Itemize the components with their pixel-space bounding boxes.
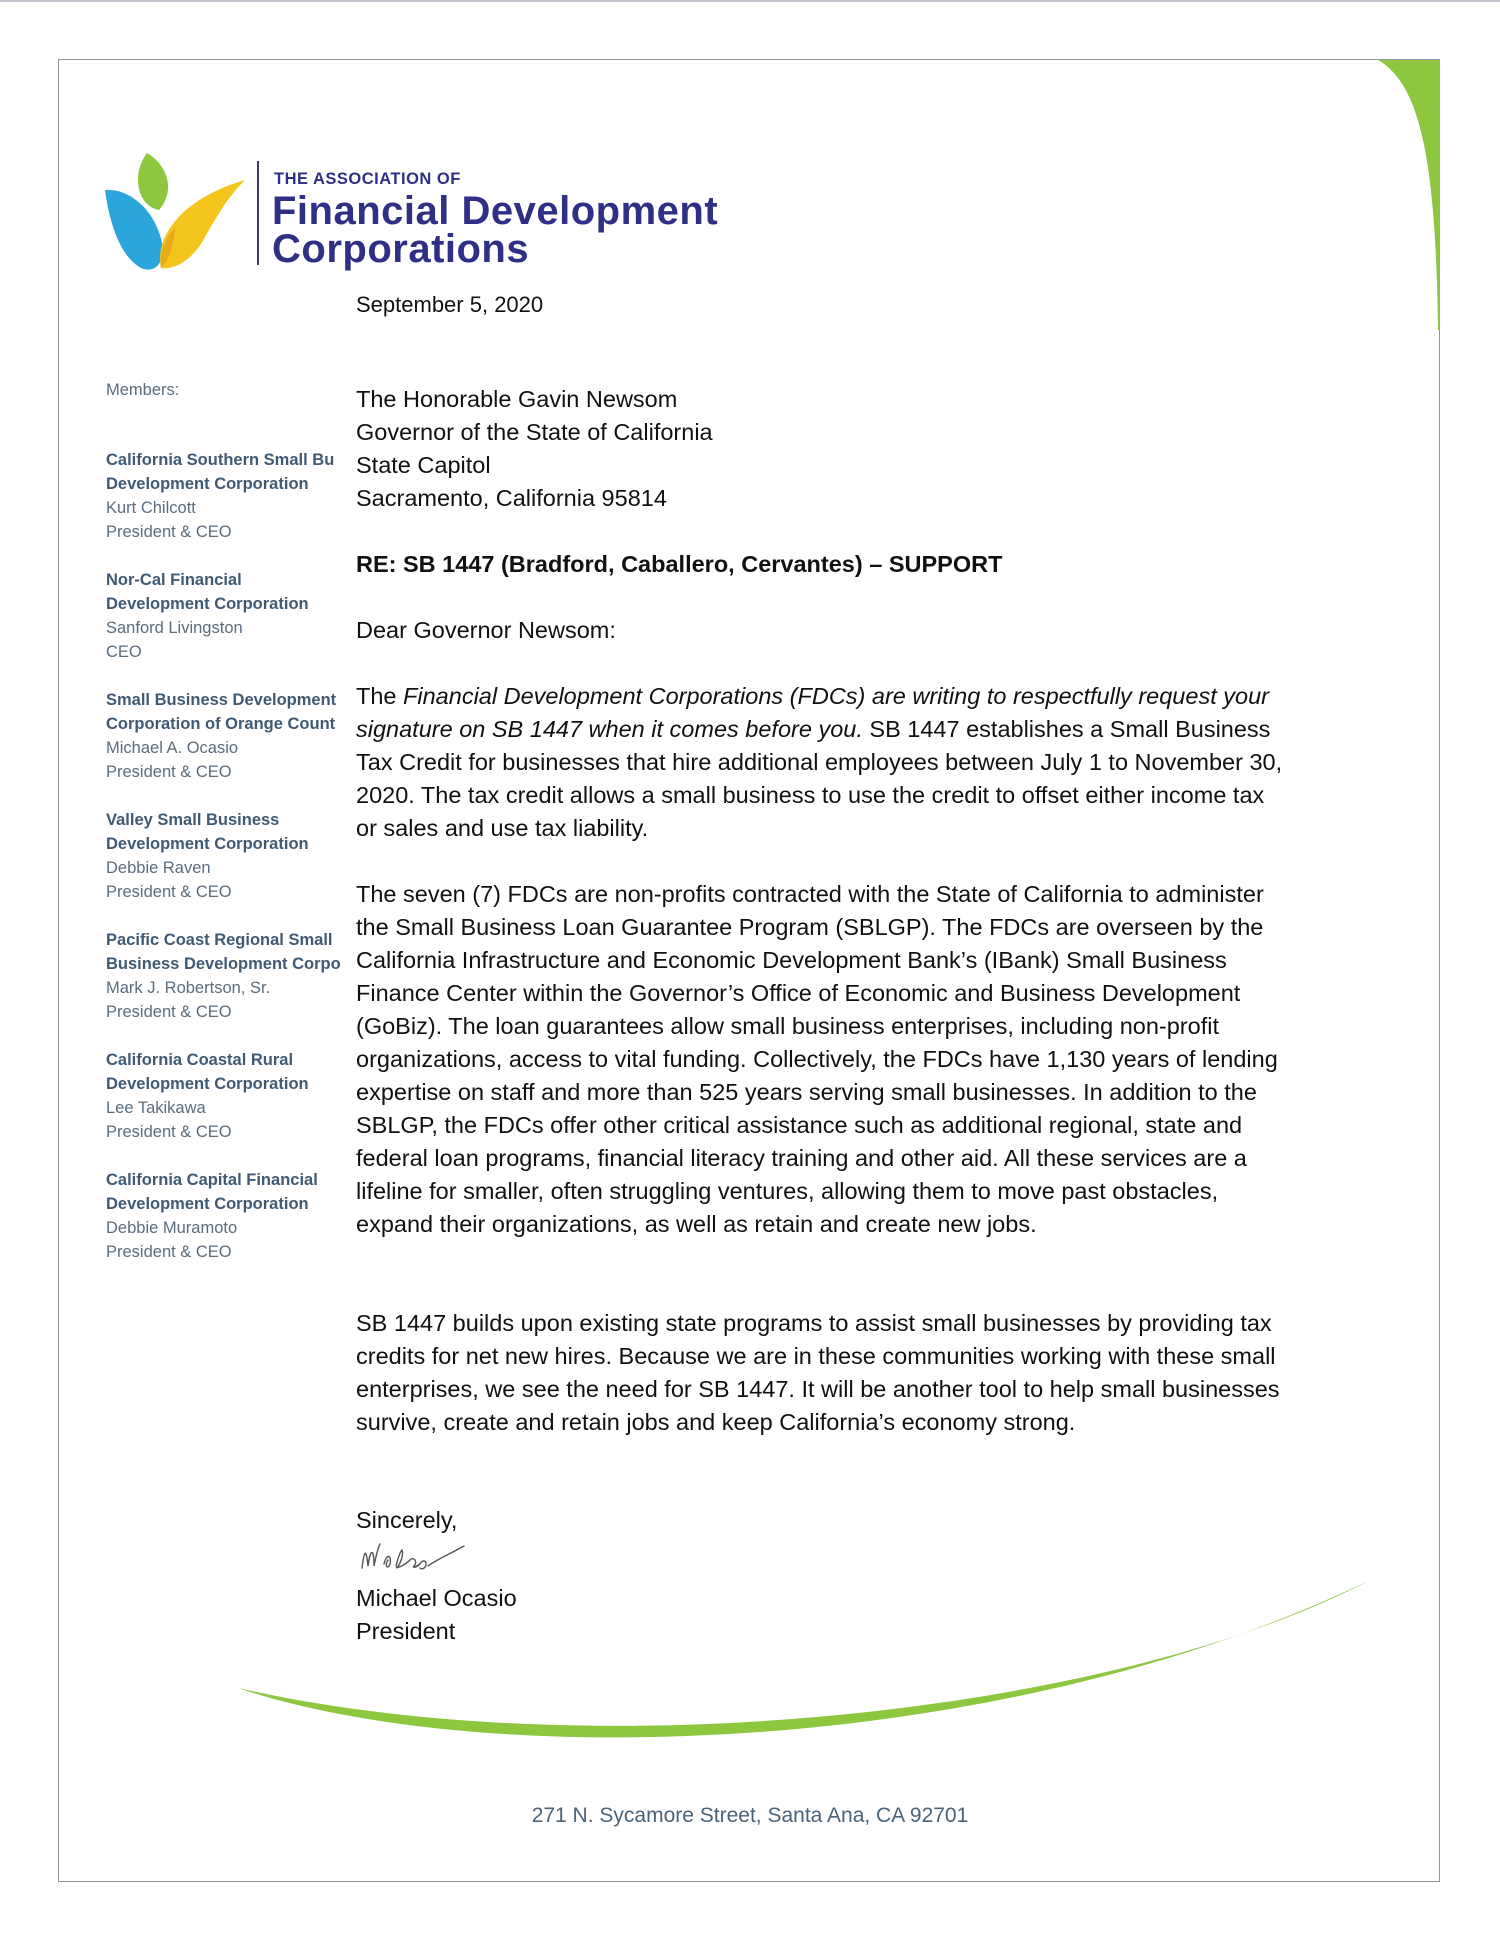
member-org-line2: Development Corporation <box>106 595 309 613</box>
member-org-line2: Development Corporation <box>106 475 309 493</box>
member-org-line2: Development Corporation <box>106 1075 309 1093</box>
member-name: Lee Takikawa <box>106 1099 206 1117</box>
recipient-line4: Sacramento, California 95814 <box>356 485 667 511</box>
logo-leaves-icon <box>103 148 253 273</box>
recipient-line3: State Capitol <box>356 452 491 478</box>
logo-org-line3: Corporations <box>272 227 530 271</box>
member-title: CEO <box>106 643 142 661</box>
member-name: Michael A. Ocasio <box>106 739 239 757</box>
member-org-line2: Corporation of Orange Count <box>106 715 336 733</box>
recipient-address <box>356 383 713 515</box>
member-title: President & CEO <box>106 1243 232 1261</box>
member-title: President & CEO <box>106 1003 232 1021</box>
member-title: President & CEO <box>106 523 232 541</box>
footer-address: 271 N. Sycamore Street, Santa Ana, CA 92701 <box>531 1804 969 1827</box>
paragraph-3: SB 1447 builds upon existing state programs to assist small businesses by providing tax credits for net new hires. Because we are in these communities working with these small enterprises, we see the need for SB 1447. It will be another tool to help small businesses survive, create and retain jobs and keep California’s economy strong. <box>356 1310 1280 1435</box>
member-entry <box>106 688 341 784</box>
letter-date: September 5, 2020 <box>356 292 544 317</box>
member-org-line1: Small Business Development <box>106 691 337 709</box>
member-name: Debbie Raven <box>106 859 211 877</box>
paragraph-1-lead: The <box>356 683 404 709</box>
logo-org-line1: THE ASSOCIATION OF <box>274 170 461 188</box>
member-org-line1: Valley Small Business <box>106 811 280 829</box>
member-entry <box>106 808 341 904</box>
member-entry <box>106 568 341 664</box>
member-org-line1: California Coastal Rural <box>106 1051 294 1069</box>
member-entry <box>106 928 341 1024</box>
salutation: Dear Governor Newsom: <box>356 617 616 643</box>
subject-line: RE: SB 1447 (Bradford, Caballero, Cervantes) – SUPPORT <box>356 551 1003 577</box>
logo-divider <box>257 161 259 265</box>
member-name: Sanford Livingston <box>106 619 243 637</box>
paragraph-1 <box>356 680 1286 845</box>
member-org-line1: Nor-Cal Financial <box>106 571 242 589</box>
member-name: Kurt Chilcott <box>106 499 196 517</box>
member-org-line2: Business Development Corpo <box>106 955 341 973</box>
corner-swoosh <box>1378 60 1440 330</box>
members-label: Members: <box>106 381 180 399</box>
recipient-line2: Governor of the State of California <box>356 419 713 445</box>
paragraph-1-italic: Financial Development Corporations (FDCs) are writing to respectfully request your signature on SB 1447 when it comes before you. <box>356 683 1269 742</box>
signer-title: President <box>356 1618 456 1644</box>
logo-org-line2: Financial Development <box>272 189 719 233</box>
closing: Sincerely, <box>356 1507 458 1533</box>
paragraph-1-rest: SB 1447 establishes a Small Business Tax Credit for businesses that hire additional employees between July 1 to November 30, 2020. The tax credit allows a small business to use the credit to offset either income tax or sales and use tax liability. <box>356 716 1283 841</box>
signer-name: Michael Ocasio <box>356 1585 517 1611</box>
member-entry <box>106 1168 341 1264</box>
member-title: President & CEO <box>106 763 232 781</box>
handwritten-signature <box>356 1538 476 1582</box>
recipient-line1: The Honorable Gavin Newsom <box>356 386 678 412</box>
signer-block <box>356 1582 517 1648</box>
member-entry <box>106 1048 341 1144</box>
member-entry <box>106 448 341 544</box>
paragraph-2: The seven (7) FDCs are non-profits contracted with the State of California to administer the Small Business Loan Guarantee Program (SBLGP). The FDCs are overseen by the California Infrastructure and Economic Development Bank’s (IBank) Small Business Finance Center within the Governor’s Office of Economic and Business Development (GoBiz). The loan guarantees allow small business enterprises, including non-profit organizations, access to vital funding. Collectively, the FDCs have 1,130 years of lending expertise on staff and more than 525 years serving small businesses. In addition to the SBLGP, the FDCs offer other critical assistance such as additional regional, state and federal loan programs, financial literacy training and other aid. All these services are a lifeline for smaller, often struggling ventures, allowing them to move past obstacles, expand their organizations, as well as retain and create new jobs. <box>356 881 1278 1237</box>
member-org-line2: Development Corporation <box>106 835 309 853</box>
member-org-line1: California Capital Financial <box>106 1171 318 1189</box>
member-org-line2: Development Corporation <box>106 1195 309 1213</box>
member-name: Mark J. Robertson, Sr. <box>106 979 271 997</box>
member-org-line1: California Southern Small Bu <box>106 451 335 469</box>
member-title: President & CEO <box>106 1123 232 1141</box>
member-org-line1: Pacific Coast Regional Small <box>106 931 333 949</box>
member-title: President & CEO <box>106 883 232 901</box>
member-name: Debbie Muramoto <box>106 1219 238 1237</box>
